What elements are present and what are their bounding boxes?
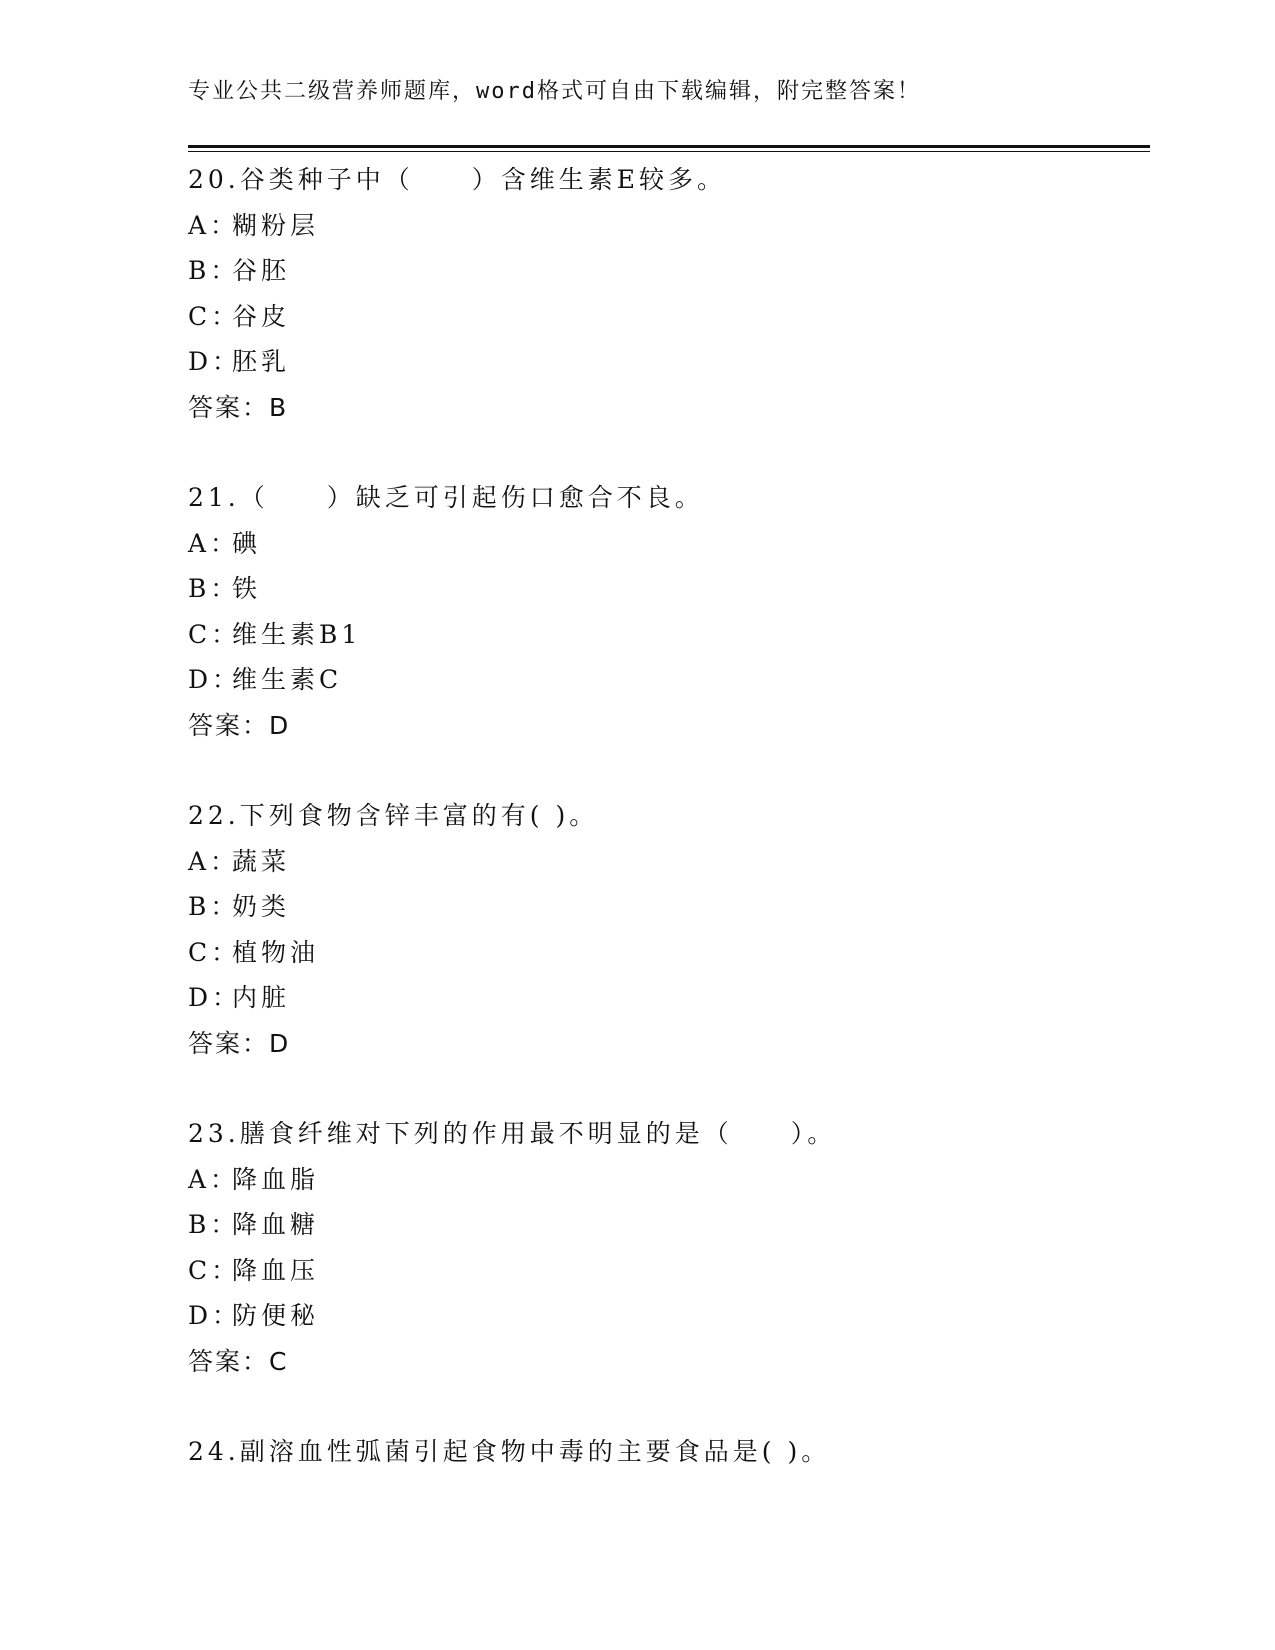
- header-rule-thin: [188, 151, 1150, 152]
- option-letter: C：: [188, 619, 241, 649]
- question-stem: 24.副溶血性弧菌引起食物中毒的主要食品是( )。: [188, 1437, 831, 1466]
- option-letter: B：: [188, 1210, 240, 1239]
- option-letter: B：: [188, 574, 240, 603]
- option-text: 防便秘: [232, 1301, 320, 1330]
- option-row: [188, 521, 1148, 567]
- option-text: 铁: [232, 574, 262, 603]
- option-letter: D：: [188, 983, 242, 1012]
- option-letter: D：: [188, 347, 242, 376]
- answer-line: 答案：C: [188, 1346, 289, 1376]
- option-letter: C：: [188, 301, 241, 331]
- option-row: [188, 294, 1148, 340]
- answer-line: 答案：D: [188, 710, 291, 740]
- option-text: 内脏: [232, 983, 291, 1012]
- option-row: [188, 657, 1148, 703]
- option-letter: D：: [188, 665, 242, 694]
- question-block: [188, 1111, 1148, 1384]
- question-stem: 22.下列食物含锌丰富的有( )。: [188, 801, 599, 830]
- question-stem: 23.膳食纤维对下列的作用最不明显的是（ ）。: [188, 1119, 837, 1148]
- option-letter: A：: [188, 1164, 240, 1194]
- question-block: [188, 1429, 1148, 1475]
- option-text: 降血脂: [232, 1164, 320, 1194]
- option-row: [188, 1157, 1148, 1203]
- option-text: 降血压: [232, 1255, 320, 1285]
- option-letter: B：: [188, 892, 240, 921]
- question-block: [188, 157, 1148, 430]
- option-letter: A：: [188, 210, 240, 240]
- question-stem: 21.（ ）缺乏可引起伤口愈合不良。: [188, 483, 704, 512]
- question-block: [188, 475, 1148, 748]
- option-text: 谷皮: [232, 301, 291, 331]
- option-row: [188, 612, 1148, 658]
- option-row: [188, 930, 1148, 976]
- option-letter: D：: [188, 1301, 242, 1330]
- answer-line: 答案：D: [188, 1028, 291, 1058]
- option-row: [188, 839, 1148, 885]
- option-text: 植物油: [232, 937, 320, 967]
- option-text: 碘: [232, 528, 262, 558]
- page-header: 专业公共二级营养师题库，word格式可自由下载编辑，附完整答案！: [188, 79, 921, 104]
- answer-line: 答案：B: [188, 392, 289, 422]
- option-row: [188, 1202, 1148, 1248]
- question-list: [188, 157, 1148, 1520]
- option-text: 维生素B1: [232, 619, 362, 649]
- option-text: 降血糖: [232, 1210, 320, 1239]
- option-text: 糊粉层: [232, 210, 320, 240]
- option-row: [188, 339, 1148, 385]
- option-text: 维生素C: [232, 665, 343, 694]
- option-letter: B：: [188, 256, 240, 285]
- option-row: [188, 884, 1148, 930]
- option-letter: C：: [188, 937, 241, 967]
- option-letter: C：: [188, 1255, 241, 1285]
- question-block: [188, 793, 1148, 1066]
- option-text: 奶类: [232, 892, 291, 921]
- option-row: [188, 1293, 1148, 1339]
- option-text: 谷胚: [232, 256, 291, 285]
- header-rule-thick: [188, 145, 1150, 148]
- option-row: [188, 248, 1148, 294]
- option-text: 蔬菜: [232, 846, 291, 876]
- question-stem: 20.谷类种子中（ ）含维生素E较多。: [188, 165, 727, 194]
- option-row: [188, 975, 1148, 1021]
- option-row: [188, 566, 1148, 612]
- option-letter: A：: [188, 846, 240, 876]
- option-text: 胚乳: [232, 347, 291, 376]
- option-letter: A：: [188, 528, 240, 558]
- option-row: [188, 203, 1148, 249]
- option-row: [188, 1248, 1148, 1294]
